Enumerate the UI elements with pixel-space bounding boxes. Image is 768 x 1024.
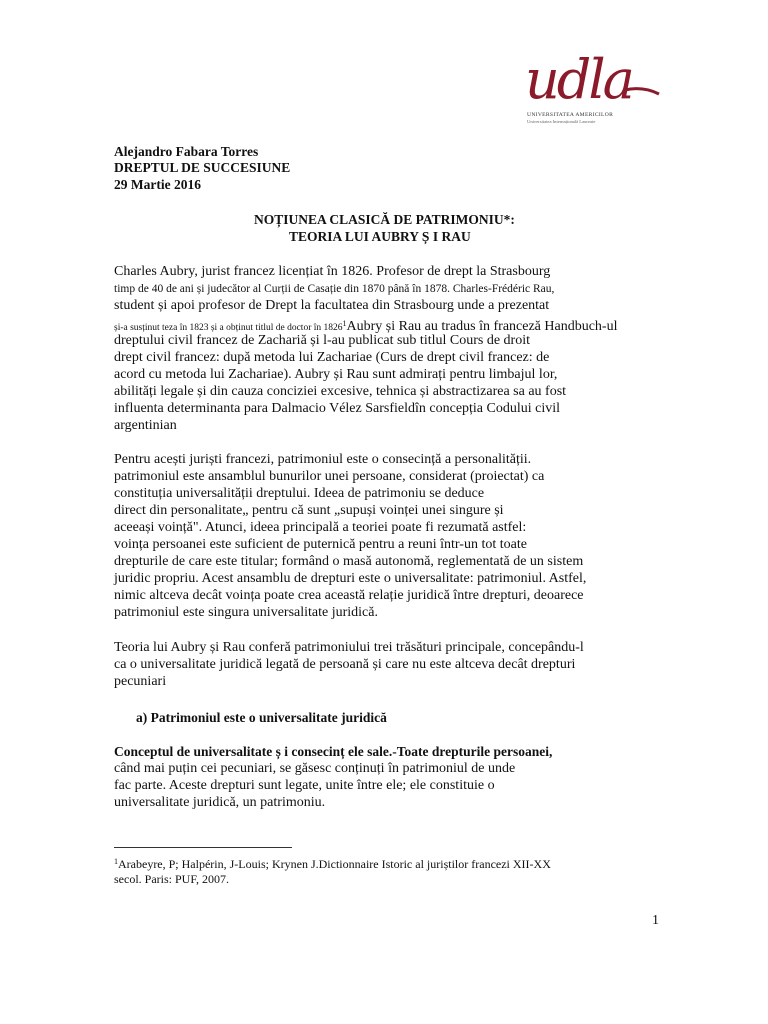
- footnote-line: secol. Paris: PUF, 2007.: [114, 872, 230, 886]
- footnote-separator: [114, 847, 292, 848]
- title-line-2: TEORIA LUI AUBRY Ș I RAU: [289, 229, 471, 244]
- para2-line: Pentru acești juriști francezi, patrimoniul este o consecință a personalității.: [114, 452, 532, 467]
- footnote-text: Arabeyre, P; Halpérin, J-Louis; Krynen J.Dictionnaire Istoric al juriștilor francezi XII-XX: [118, 857, 551, 871]
- logo-subtitle: Universitatea Internațională Laureate: [527, 119, 596, 124]
- para1-line: argentinian: [114, 418, 177, 433]
- para2-line: constituția universalității dreptului. Ideea de patrimoniu se deduce: [114, 486, 485, 501]
- page-number: 1: [652, 913, 659, 928]
- para1-line: Charles Aubry, jurist francez licențiat în 1826. Profesor de drept la Strasbourg: [114, 264, 551, 279]
- para2-line: drepturile de care este titular; formând o masă autonomă, reglementată de un sistem: [114, 554, 584, 569]
- logo-university-name: UNIVERSITATEA AMERICILOR: [527, 112, 614, 118]
- para3-line: pecuniari: [114, 674, 167, 689]
- logo-swoosh-icon: [525, 50, 665, 110]
- para1-line: abilități legale și din cauza conciziei excesive, tehnica și abstractizarea sa au fost: [114, 384, 567, 399]
- course-name: DREPTUL DE SUCCESIUNE: [114, 160, 291, 175]
- section-heading: a) Patrimoniul este o universalitate juridică: [136, 710, 387, 725]
- para1-text: Aubry și Rau au tradus în franceză Handbuch-ul: [346, 319, 618, 334]
- para2-line: nimic altceva decât voința poate crea această relație juridică între drepturi, deoarece: [114, 588, 584, 603]
- para2-line: aceeași voință". Atunci, ideea principală a teoriei poate fi rezumată astfel:: [114, 520, 527, 535]
- para1-line: influenta determinanta para Dalmacio Vélez Sarsfieldîn concepția Codului civil: [114, 401, 561, 416]
- para1-line: dreptului civil francez de Zachariă și l-au publicat sub titlul Cours de droit: [114, 333, 530, 348]
- footnote-ref[interactable]: 1: [342, 319, 347, 328]
- title-line-1: NOȚIUNEA CLASICĂ DE PATRIMONIU*:: [254, 212, 515, 227]
- para1-line: drept civil francez: după metoda lui Zachariae (Curs de drept civil francez: de: [114, 350, 550, 365]
- para2-line: voința persoanei este suficient de puternică pentru a reuni într-un tot toate: [114, 537, 527, 552]
- para2-line: patrimoniul este singura universalitate juridică.: [114, 605, 378, 620]
- para4-bold-line: Conceptul de universalitate ș i consecinț ele sale.-Toate drepturile persoanei,: [114, 744, 553, 759]
- document-date: 29 Martie 2016: [114, 177, 201, 192]
- para2-line: direct din personalitate„ pentru că sunt „supuși voinței unei singure și: [114, 503, 504, 518]
- para1-small-text: și-a susținut teza în 1823 și a obținut titlul de doctor în 1826: [114, 323, 343, 333]
- para4-line: fac parte. Aceste drepturi sunt legate, unite între ele; ele constituie o: [114, 778, 495, 793]
- para4-line: universalitate juridică, un patrimoniu.: [114, 795, 326, 810]
- para3-line: ca o universalitate juridică legată de persoană și care nu este altceva decât drepturi: [114, 657, 576, 672]
- para4-line: când mai puțin cei pecuniari, se găsesc conținuți în patrimoniul de unde: [114, 761, 516, 776]
- university-logo: [525, 50, 665, 130]
- para1-line: timp de 40 de ani și judecător al Curții de Casație din 1870 până în 1878. Charles-Frédéric Rau,: [114, 283, 555, 295]
- footnote-line: [114, 853, 551, 873]
- para1-line: student și apoi profesor de Drept la facultatea din Strasbourg unde a prezentat: [114, 298, 550, 313]
- logo-wordmark: udla: [525, 48, 632, 111]
- para2-line: juridic propriu. Acest ansamblu de drepturi este o universalitate: patrimoniul. Astfel,: [114, 571, 587, 586]
- para2-line: patrimoniul este ansamblul bunurilor unei persoane, considerat (proiectat) ca: [114, 469, 545, 484]
- para3-line: Teoria lui Aubry și Rau conferă patrimoniului trei trăsături principale, concepându-l: [114, 640, 584, 655]
- author-name: Alejandro Fabara Torres: [114, 144, 259, 159]
- para1-line: acord cu metoda lui Zachariae). Aubry și Rau sunt admirați pentru limbajul lor,: [114, 367, 558, 382]
- footnote-number: 1: [114, 857, 118, 866]
